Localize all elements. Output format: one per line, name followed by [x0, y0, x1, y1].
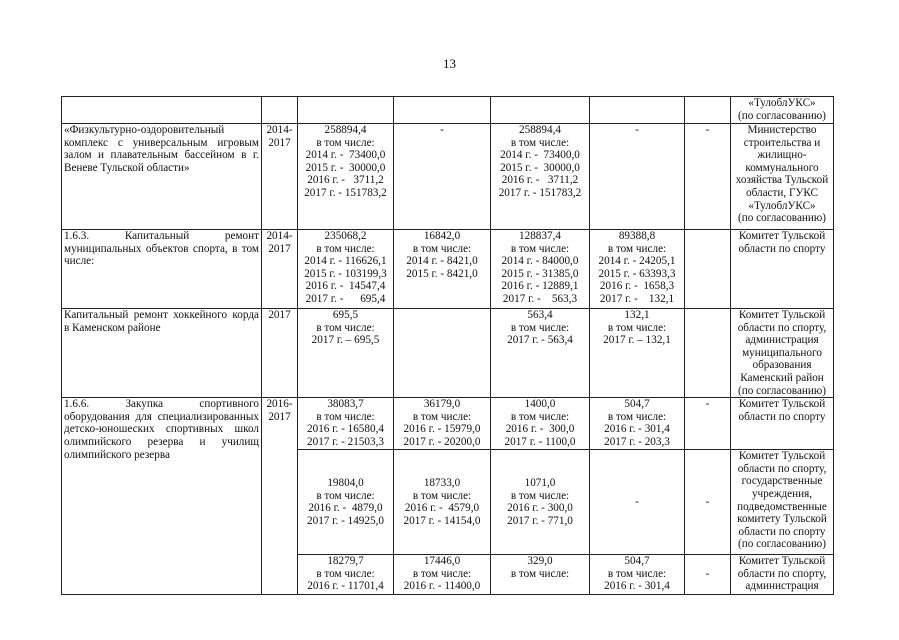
cell-total — [298, 97, 394, 124]
cell-local: 504,7 в том числе: 2016 г. - 301,4 — [590, 555, 685, 595]
cell-other: - — [685, 124, 731, 230]
cell-federal: 17446,0 в том числе: 2016 г. - 11400,0 — [394, 555, 491, 595]
cell-executor: Министерство строительства и жилищно- коммунального хозяйства Тульской области, ГУКС «ТулоблУКС» (по согласованию) — [731, 124, 834, 230]
cell-period — [262, 97, 298, 124]
cell-total: 258894,4 в том числе: 2014 г. - 73400,0 2015 г. - 30000,0 2016 г. - 3711,2 2017 г. - 151783,2 — [298, 124, 394, 230]
cell-regional — [491, 97, 590, 124]
cell-executor: «ТулоблУКС» (по согласованию) — [731, 97, 834, 124]
page-number: 13 — [443, 56, 456, 71]
cell-federal: - — [394, 124, 491, 230]
cell-total: 38083,7 в том числе: 2016 г. - 16580,4 2017 г. - 21503,3 — [298, 398, 394, 450]
table-row — [62, 97, 834, 124]
cell-executor: Комитет Тульской области по спорту, государственные учреждения, подведомственные комитету Тульской области по спорту (по согласованию) — [731, 450, 834, 555]
cell-name: Капитальный ремонт хоккейного корда в Каменском районе — [62, 309, 262, 398]
cell-local: 504,7 в том числе: 2016 г. - 301,4 2017 г. - 203,3 — [590, 398, 685, 450]
table-row — [62, 124, 834, 230]
cell-period: 2014- 2017 — [262, 230, 298, 309]
cell-local: - — [590, 450, 685, 555]
cell-regional: 1071,0 в том числе: 2016 г. - 300,0 2017 г. - 771,0 — [491, 450, 590, 555]
cell-other — [685, 230, 731, 309]
cell-name: «Физкультурно-оздоровительный комплекс с универсальным игровым залом и плавательным бассейном в г. Веневе Тульской области» — [62, 124, 262, 230]
cell-federal — [394, 309, 491, 398]
cell-other: - — [685, 555, 731, 595]
cell-regional: 329,0 в том числе: — [491, 555, 590, 595]
cell-executor: Комитет Тульской области по спорту — [731, 398, 834, 450]
cell-regional: 563,4 в том числе: 2017 г. - 563,4 — [491, 309, 590, 398]
cell-total: 19804,0 в том числе: 2016 г. - 4879,0 2017 г. - 14925,0 — [298, 450, 394, 555]
cell-period: 2017 — [262, 309, 298, 398]
cell-other — [685, 97, 731, 124]
cell-name — [62, 97, 262, 124]
cell-other: - — [685, 450, 731, 555]
cell-federal — [394, 97, 491, 124]
cell-other: - — [685, 398, 731, 450]
cell-period: 2014- 2017 — [262, 124, 298, 230]
table-row — [62, 309, 834, 398]
cell-federal: 18733,0 в том числе: 2016 г. - 4579,0 2017 г. - 14154,0 — [394, 450, 491, 555]
cell-total: 18279,7 в том числе: 2016 г. - 11701,4 — [298, 555, 394, 595]
cell-regional: 1400,0 в том числе: 2016 г. - 300,0 2017 г. - 1100,0 — [491, 398, 590, 450]
cell-total: 235068,2 в том числе: 2014 г. - 116626,1 2015 г. - 103199,3 2016 г. - 14547,4 2017 г. - 695,4 — [298, 230, 394, 309]
cell-federal: 16842,0 в том числе: 2014 г. - 8421,0 2015 г. - 8421,0 — [394, 230, 491, 309]
table-row — [62, 230, 834, 309]
cell-local: - — [590, 124, 685, 230]
cell-executor: Комитет Тульской области по спорту — [731, 230, 834, 309]
cell-name: 1.6.6. Закупка спортивного оборудования для специализированных детско-юношеских спортивных школ олимпийского резерва и училищ олимпийского резерва — [62, 398, 262, 595]
cell-total: 695,5 в том числе: 2017 г. – 695,5 — [298, 309, 394, 398]
table-row — [62, 398, 834, 450]
cell-regional: 128837,4 в том числе: 2014 г. - 84000,0 2015 г. - 31385,0 2016 г. - 12889,1 2017 г. - 563,3 — [491, 230, 590, 309]
cell-federal: 36179,0 в том числе: 2016 г. - 15979,0 2017 г. - 20200,0 — [394, 398, 491, 450]
cell-period: 2016- 2017 — [262, 398, 298, 595]
cell-local — [590, 97, 685, 124]
cell-executor: Комитет Тульской области по спорту, администрация — [731, 555, 834, 595]
program-table — [61, 96, 834, 595]
cell-regional: 258894,4 в том числе: 2014 г. - 73400,0 2015 г. - 30000,0 2016 г. - 3711,2 2017 г. - 151783,2 — [491, 124, 590, 230]
cell-local: 132,1 в том числе: 2017 г. – 132,1 — [590, 309, 685, 398]
cell-name: 1.6.3. Капитальный ремонт муниципальных объектов спорта, в том числе: — [62, 230, 262, 309]
cell-local: 89388,8 в том числе: 2014 г. - 24205,1 2015 г. - 63393,3 2016 г. - 1658,3 2017 г. - 132,1 — [590, 230, 685, 309]
cell-executor: Комитет Тульской области по спорту, администрация муниципального образования Каменский район (по согласованию) — [731, 309, 834, 398]
cell-other — [685, 309, 731, 398]
